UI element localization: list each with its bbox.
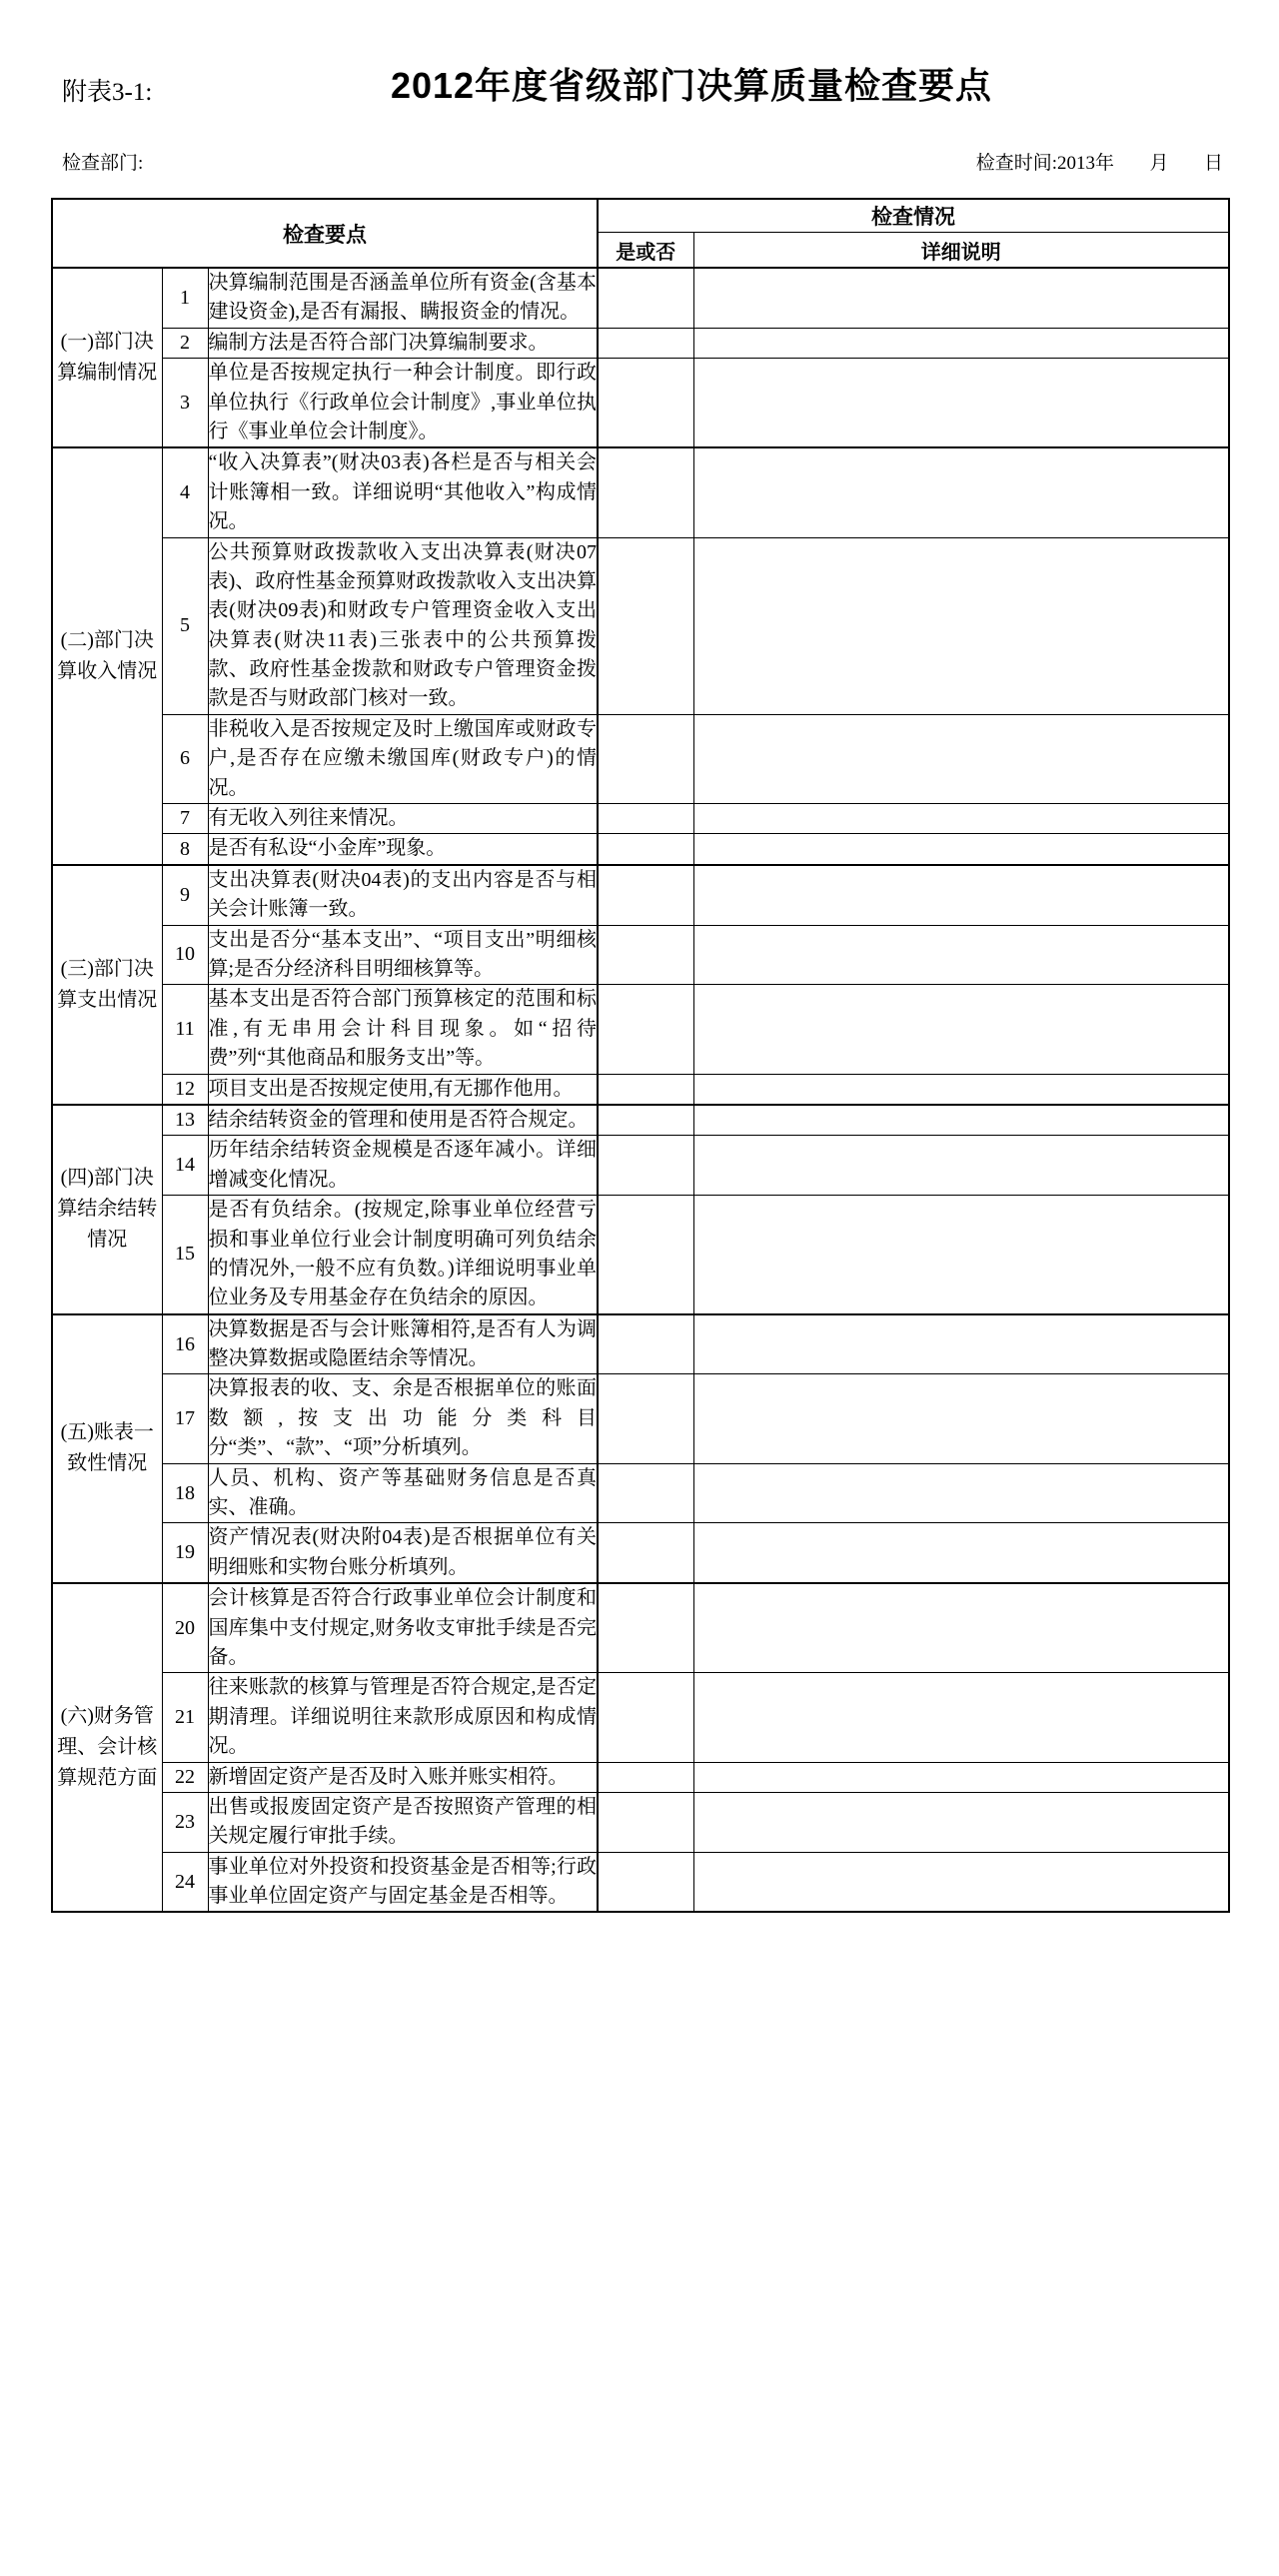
checkpoint-text: 会计核算是否符合行政事业单位会计制度和国库集中支付规定,财务收支审批手续是否完备。 xyxy=(208,1583,598,1673)
checkpoint-text: 人员、机构、资产等基础财务信息是否真实、准确。 xyxy=(208,1463,598,1523)
row-number: 18 xyxy=(162,1463,208,1523)
checkpoint-text: 出售或报废固定资产是否按照资产管理的相关规定履行审批手续。 xyxy=(208,1792,598,1852)
inspection-time-label: 检查时间:2013年 xyxy=(975,153,1114,174)
row-number: 9 xyxy=(162,865,208,925)
checklist-table-wrapper xyxy=(51,198,1228,1913)
table-row xyxy=(52,714,1229,803)
row-number: 8 xyxy=(162,834,208,865)
header-yes-no: 是或否 xyxy=(598,233,693,269)
row-number: 4 xyxy=(162,447,208,537)
checkpoint-text: 事业单位对外投资和投资基金是否相等;行政事业单位固定资产与固定基金是否相等。 xyxy=(208,1852,598,1912)
checkpoint-text: 是否有负结余。(按规定,除事业单位经营亏损和事业单位行业会计制度明确可列负结余的情况外,一般不应有负数。)详细说明事业单位业务及专用基金存在负结余的原因。 xyxy=(208,1196,598,1314)
checkpoint-text: 资产情况表(财决附04表)是否根据单位有关明细账和实物台账分析填列。 xyxy=(208,1523,598,1583)
checklist-table xyxy=(51,198,1230,1913)
row-number: 14 xyxy=(162,1136,208,1196)
document-meta xyxy=(0,148,1279,190)
row-number: 10 xyxy=(162,925,208,985)
table-row xyxy=(52,834,1229,865)
detail-input-cell[interactable] xyxy=(693,1583,1229,1673)
checkpoint-text: 编制方法是否符合部门决算编制要求。 xyxy=(208,328,598,358)
checkpoint-text: 支出决算表(财决04表)的支出内容是否与相关会计账簿一致。 xyxy=(208,865,598,925)
section-label: (三)部门决算支出情况 xyxy=(52,865,162,1105)
checkpoint-text: 结余结转资金的管理和使用是否符合规定。 xyxy=(208,1105,598,1136)
detail-input-cell[interactable] xyxy=(693,1792,1229,1852)
row-number: 24 xyxy=(162,1852,208,1912)
inspection-department-label: 检查部门: xyxy=(62,153,144,174)
table-row xyxy=(52,328,1229,358)
yes-no-input-cell[interactable] xyxy=(598,447,693,537)
detail-input-cell[interactable] xyxy=(693,1196,1229,1314)
table-row xyxy=(52,1523,1229,1583)
yes-no-input-cell[interactable] xyxy=(598,1463,693,1523)
row-number: 17 xyxy=(162,1374,208,1463)
yes-no-input-cell[interactable] xyxy=(598,1792,693,1852)
detail-input-cell[interactable] xyxy=(693,985,1229,1074)
yes-no-input-cell[interactable] xyxy=(598,1374,693,1463)
header-detail: 详细说明 xyxy=(693,233,1229,269)
detail-input-cell[interactable] xyxy=(693,1074,1229,1105)
table-row xyxy=(52,1074,1229,1105)
detail-input-cell[interactable] xyxy=(693,1314,1229,1374)
checkpoint-text: 支出是否分“基本支出”、“项目支出”明细核算;是否分经济科目明细核算等。 xyxy=(208,925,598,985)
row-number: 22 xyxy=(162,1762,208,1792)
detail-input-cell[interactable] xyxy=(693,925,1229,985)
detail-input-cell[interactable] xyxy=(693,268,1229,328)
yes-no-input-cell[interactable] xyxy=(598,1196,693,1314)
detail-input-cell[interactable] xyxy=(693,1673,1229,1762)
row-number: 19 xyxy=(162,1523,208,1583)
detail-input-cell[interactable] xyxy=(693,447,1229,537)
row-number: 21 xyxy=(162,1673,208,1762)
checkpoint-text: 有无收入列往来情况。 xyxy=(208,804,598,834)
row-number: 3 xyxy=(162,359,208,448)
table-row xyxy=(52,1136,1229,1196)
detail-input-cell[interactable] xyxy=(693,537,1229,714)
yes-no-input-cell[interactable] xyxy=(598,985,693,1074)
checkpoint-text: 决算报表的收、支、余是否根据单位的账面数额,按支出功能分类科目分“类”、“款”、“项”分析填列。 xyxy=(208,1374,598,1463)
table-body xyxy=(52,268,1229,1912)
checkpoint-text: 项目支出是否按规定使用,有无挪作他用。 xyxy=(208,1074,598,1105)
yes-no-input-cell[interactable] xyxy=(598,1314,693,1374)
document-header xyxy=(0,58,1279,136)
checkpoint-text: 单位是否按规定执行一种会计制度。即行政单位执行《行政单位会计制度》,事业单位执行《事业单位会计制度》。 xyxy=(208,359,598,448)
yes-no-input-cell[interactable] xyxy=(598,1074,693,1105)
table-head xyxy=(52,199,1229,268)
checkpoint-text: 基本支出是否符合部门预算核定的范围和标准,有无串用会计科目现象。如“招待费”列“其他商品和服务支出”等。 xyxy=(208,985,598,1074)
section-label: (四)部门决算结余结转情况 xyxy=(52,1105,162,1314)
row-number: 5 xyxy=(162,537,208,714)
row-number: 23 xyxy=(162,1792,208,1852)
detail-input-cell[interactable] xyxy=(693,1105,1229,1136)
detail-input-cell[interactable] xyxy=(693,1523,1229,1583)
yes-no-input-cell[interactable] xyxy=(598,865,693,925)
checkpoint-text: 新增固定资产是否及时入账并账实相符。 xyxy=(208,1762,598,1792)
yes-no-input-cell[interactable] xyxy=(598,714,693,803)
table-row xyxy=(52,1673,1229,1762)
row-number: 6 xyxy=(162,714,208,803)
page-title: 2012年度省级部门决算质量检查要点 xyxy=(390,65,993,106)
table-head-row-1 xyxy=(52,199,1229,233)
row-number: 11 xyxy=(162,985,208,1074)
detail-input-cell[interactable] xyxy=(693,1136,1229,1196)
table-row xyxy=(52,1583,1229,1673)
yes-no-input-cell[interactable] xyxy=(598,1136,693,1196)
header-checkpoints: 检查要点 xyxy=(52,199,598,268)
table-row xyxy=(52,985,1229,1074)
detail-input-cell[interactable] xyxy=(693,834,1229,865)
table-row xyxy=(52,447,1229,537)
row-number: 2 xyxy=(162,328,208,358)
yes-no-input-cell[interactable] xyxy=(598,1523,693,1583)
section-label: (六)财务管理、会计核算规范方面 xyxy=(52,1583,162,1912)
table-row xyxy=(52,1196,1229,1314)
detail-input-cell[interactable] xyxy=(693,714,1229,803)
day-unit-label: 日 xyxy=(1203,153,1223,174)
row-number: 7 xyxy=(162,804,208,834)
yes-no-input-cell[interactable] xyxy=(598,359,693,448)
yes-no-input-cell[interactable] xyxy=(598,1762,693,1792)
yes-no-input-cell[interactable] xyxy=(598,268,693,328)
checkpoint-text: 历年结余结转资金规模是否逐年减小。详细增减变化情况。 xyxy=(208,1136,598,1196)
checkpoint-text: “收入决算表”(财决03表)各栏是否与相关会计账簿相一致。详细说明“其他收入”构成情况。 xyxy=(208,447,598,537)
row-number: 1 xyxy=(162,268,208,328)
table-row xyxy=(52,865,1229,925)
section-label: (一)部门决算编制情况 xyxy=(52,268,162,447)
table-row xyxy=(52,804,1229,834)
yes-no-input-cell[interactable] xyxy=(598,1673,693,1762)
section-label: (五)账表一致性情况 xyxy=(52,1314,162,1584)
table-row xyxy=(52,1105,1229,1136)
detail-input-cell[interactable] xyxy=(693,1762,1229,1792)
table-row xyxy=(52,1463,1229,1523)
yes-no-input-cell[interactable] xyxy=(598,328,693,358)
detail-input-cell[interactable] xyxy=(693,328,1229,358)
table-row xyxy=(52,537,1229,714)
section-label: (二)部门决算收入情况 xyxy=(52,447,162,864)
checkpoint-text: 公共预算财政拨款收入支出决算表(财决07表)、政府性基金预算财政拨款收入支出决算表(财决09表)和财政专户管理资金收入支出决算表(财决11表)三张表中的公共预算拨款、政府性基金拨款和财政专户管理资金拨款是否与财政部门核对一致。 xyxy=(208,537,598,714)
checkpoint-text: 是否有私设“小金库”现象。 xyxy=(208,834,598,865)
detail-input-cell[interactable] xyxy=(693,804,1229,834)
header-situation: 检查情况 xyxy=(598,199,1229,233)
checkpoint-text: 决算数据是否与会计账簿相符,是否有人为调整决算数据或隐匿结余等情况。 xyxy=(208,1314,598,1374)
table-row xyxy=(52,1374,1229,1463)
month-unit-label: 月 xyxy=(1149,153,1169,174)
row-number: 12 xyxy=(162,1074,208,1105)
table-row xyxy=(52,1762,1229,1792)
row-number: 20 xyxy=(162,1583,208,1673)
detail-input-cell[interactable] xyxy=(693,359,1229,448)
row-number: 15 xyxy=(162,1196,208,1314)
yes-no-input-cell[interactable] xyxy=(598,1105,693,1136)
yes-no-input-cell[interactable] xyxy=(598,804,693,834)
detail-input-cell[interactable] xyxy=(693,1374,1229,1463)
row-number: 16 xyxy=(162,1314,208,1374)
yes-no-input-cell[interactable] xyxy=(598,834,693,865)
yes-no-input-cell[interactable] xyxy=(598,1583,693,1673)
yes-no-input-cell[interactable] xyxy=(598,537,693,714)
document-page xyxy=(0,58,1279,2576)
table-row xyxy=(52,1792,1229,1852)
detail-input-cell[interactable] xyxy=(693,1463,1229,1523)
inspection-time-group xyxy=(976,148,1223,175)
checkpoint-text: 决算编制范围是否涵盖单位所有资金(含基本建设资金),是否有漏报、瞒报资金的情况。 xyxy=(208,268,598,328)
checkpoint-text: 非税收入是否按规定及时上缴国库或财政专户,是否存在应缴未缴国库(财政专户)的情况。 xyxy=(208,714,598,803)
yes-no-input-cell[interactable] xyxy=(598,925,693,985)
table-row xyxy=(52,268,1229,328)
detail-input-cell[interactable] xyxy=(693,1852,1229,1912)
checkpoint-text: 往来账款的核算与管理是否符合规定,是否定期清理。详细说明往来款形成原因和构成情况。 xyxy=(208,1673,598,1762)
table-row xyxy=(52,1314,1229,1374)
yes-no-input-cell[interactable] xyxy=(598,1852,693,1912)
attachment-label: 附表3-1: xyxy=(62,79,153,106)
table-row xyxy=(52,1852,1229,1912)
row-number: 13 xyxy=(162,1105,208,1136)
table-row xyxy=(52,359,1229,448)
detail-input-cell[interactable] xyxy=(693,865,1229,925)
table-row xyxy=(52,925,1229,985)
